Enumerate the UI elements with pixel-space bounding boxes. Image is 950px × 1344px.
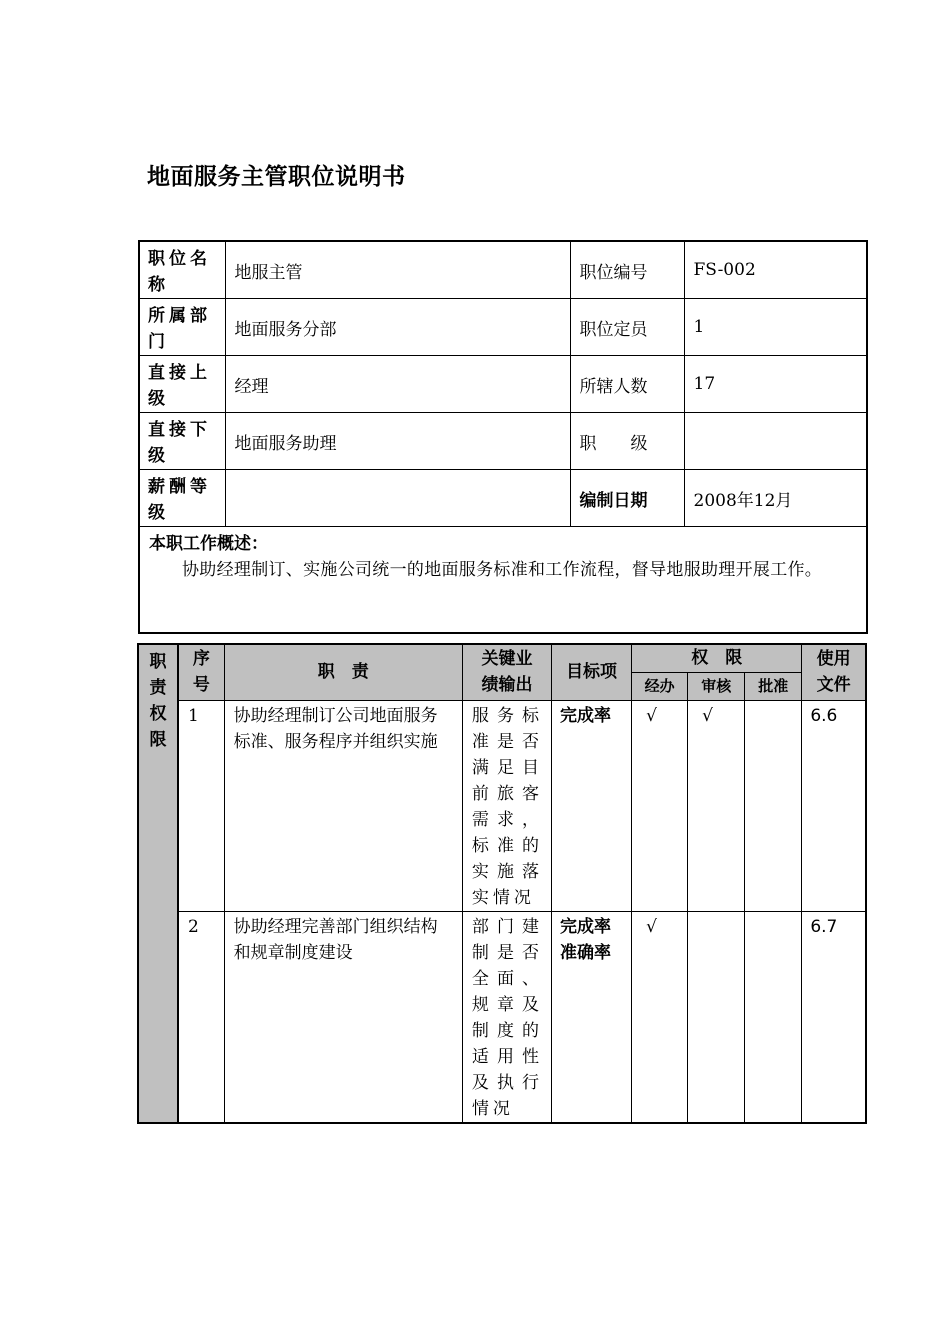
summary-text: 协助经理制订、实施公司统一的地面服务标准和工作流程，督导地服助理开展工作。: [182, 560, 823, 580]
label-salary-grade: 薪酬等级: [139, 470, 225, 527]
info-row: [139, 470, 867, 527]
row-seq: 1: [178, 700, 224, 911]
row-target-text: 完成率准确率: [560, 916, 612, 963]
label-position-code: 职位编号: [570, 241, 684, 299]
header-kpi: [462, 644, 551, 700]
table-row: [138, 700, 866, 911]
label-superior: 直接上级: [139, 356, 225, 413]
row-kpi: 部门建制是否全面、规章及制度的适用性及执行情况: [462, 911, 551, 1123]
row-kpi: 服务标准是否满足目前旅客需求，标准的实施落实情况: [462, 700, 551, 911]
label-date: 编制日期: [570, 470, 684, 527]
header-doc: [802, 644, 866, 700]
row-seq: 2: [178, 911, 224, 1123]
label-subordinate: 直接下级: [139, 413, 225, 470]
value-position-code: FS-002: [684, 241, 867, 299]
row-duty: 协助经理完善部门组织结构和规章制度建设: [224, 911, 462, 1123]
info-row: [139, 413, 867, 470]
row-handle: √: [632, 700, 688, 911]
header-seq-text: 序号: [192, 649, 210, 696]
label-subordinate-count: 所辖人数: [570, 356, 684, 413]
value-position-name: 地服主管: [225, 241, 570, 299]
row-doc: 6.7: [802, 911, 866, 1123]
row-approve: [745, 700, 802, 911]
value-grade: [684, 413, 867, 470]
label-headcount: 职位定员: [570, 299, 684, 356]
header-seq: [178, 644, 224, 700]
info-row: [139, 241, 867, 299]
summary-label: 本职工作概述：: [149, 534, 268, 554]
value-headcount: 1: [684, 299, 867, 356]
value-salary-grade: [225, 470, 570, 527]
header-doc-text: 使用文件: [816, 649, 851, 696]
row-approve: [745, 911, 802, 1123]
row-target: 完成率: [552, 700, 632, 911]
position-info-table: [138, 240, 868, 634]
side-label: [138, 644, 178, 1123]
header-row: [138, 644, 866, 672]
header-review: 审核: [688, 672, 745, 700]
header-authority: 权 限: [632, 644, 802, 672]
value-subordinate-count: 17: [684, 356, 867, 413]
header-handle: 经办: [632, 672, 688, 700]
row-duty: 协助经理制订公司地面服务标准、服务程序并组织实施: [224, 700, 462, 911]
row-handle: √: [632, 911, 688, 1123]
header-target: 目标项: [552, 644, 632, 700]
info-row: [139, 299, 867, 356]
header-duty: 职 责: [224, 644, 462, 700]
summary-cell: [139, 527, 867, 634]
row-target: [552, 911, 632, 1123]
header-approve: 批准: [745, 672, 802, 700]
value-superior: 经理: [225, 356, 570, 413]
row-review: [688, 911, 745, 1123]
header-kpi-text: 关键业绩输出: [481, 649, 533, 696]
table-row: [138, 911, 866, 1123]
value-date: 2008年12月: [684, 470, 867, 527]
label-department: 所属部门: [139, 299, 225, 356]
page-title: 地面服务主管职位说明书: [147, 164, 406, 190]
row-review: √: [688, 700, 745, 911]
info-row: [139, 356, 867, 413]
side-label-text: 职责权限: [149, 652, 167, 750]
duty-table: [137, 643, 867, 1124]
row-doc: 6.6: [802, 700, 866, 911]
label-grade: 职 级: [570, 413, 684, 470]
value-department: 地面服务分部: [225, 299, 570, 356]
value-subordinate: 地面服务助理: [225, 413, 570, 470]
label-position-name: 职位名称: [139, 241, 225, 299]
summary-row: [139, 527, 867, 634]
